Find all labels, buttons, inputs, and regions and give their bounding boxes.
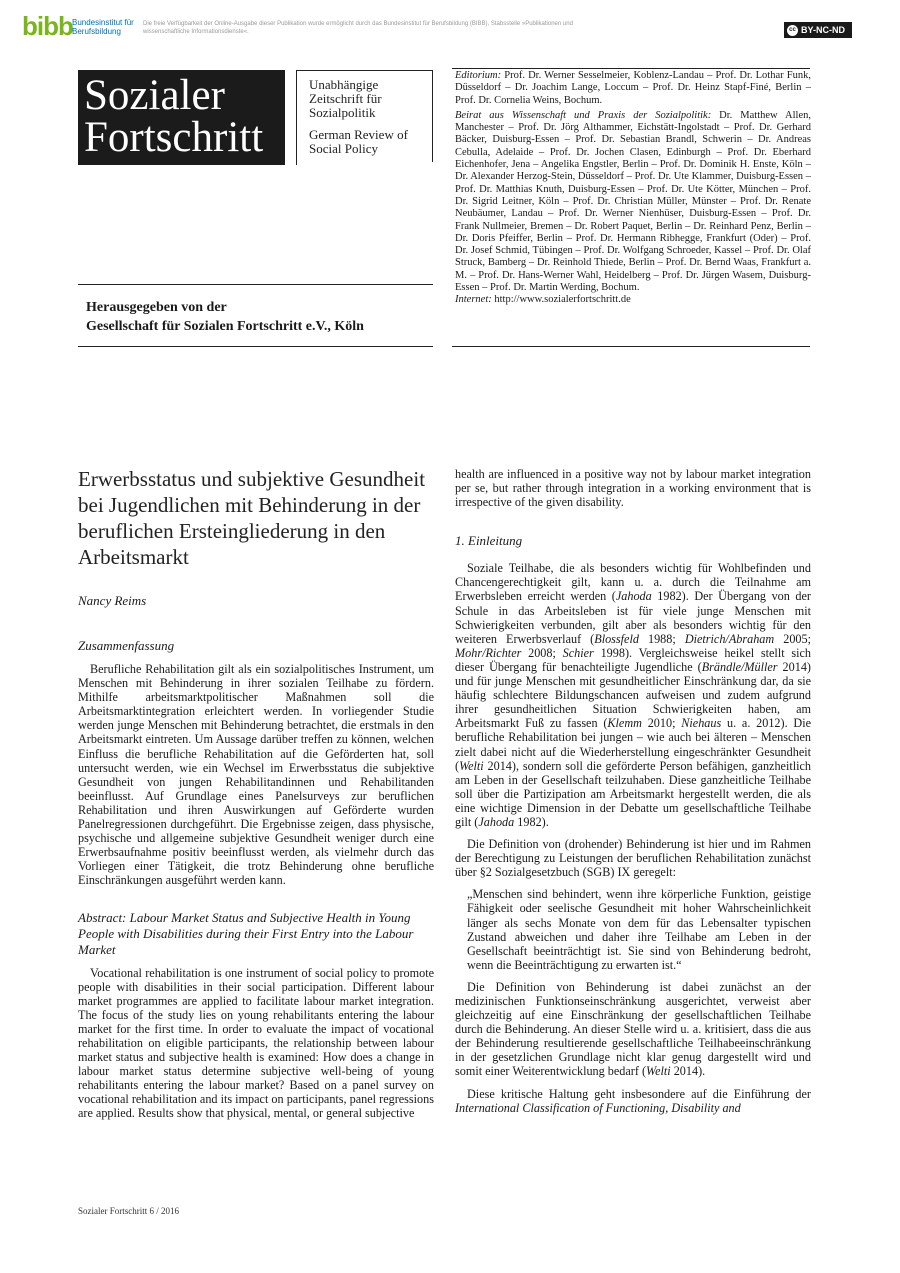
license-badge[interactable] (784, 22, 852, 38)
internet: Internet: http://www.sozialerfortschritt.de (455, 294, 631, 306)
journal-logo (78, 70, 285, 165)
journal-title-line1: Sozialer (84, 72, 225, 119)
advisory-board: Beirat aus Wissenschaft und Praxis der Sozialpolitik: Dr. Matthew Allen, Manchester – Prof. Dr. Jörg Althammer, Eichstätt-Ingolstadt – Prof. Dr. Gerhard Bäcker, Duisburg-Essen – Prof. Dr. Sebastian Brandl, Schwerin – Dr. Andreas Cebulla, Adelaide – Prof. Dr. Jochen Clasen, Edinburgh – Prof. Dr. Eberhard Eichenhofer, Jena – Angelika Engstler, Berlin – Prof. Dr. Dominik H. Enste, Köln – Dr. Alexander Herzog-Stein, Düsseldorf – Prof. Dr. Ute Klammer, Duisburg-Essen – Prof. Dr. Matthias Knuth, Duisburg-Essen – Prof. Dr. Ute Kötter, München – Prof. Dr. Sigrid Leitner, Köln – Prof. Dr. Christian Müller, Münster – Prof. Dr. Renate Neubäumer, Landau – Prof. Dr. Werner Nienhüser, Duisburg-Essen – Prof. Dr. Frank Nullmeier, Bremen – Dr. Robert Paquet, Berlin – Dr. Reinhard Penz, Berlin – Dr. Doris Pfeiffer, Berlin – Prof. Dr. Hermann Ribhegge, Frankfurt (Oder) – Prof. Dr. Josef Schmid, Tübingen – Prof. Dr. Wolfgang Schroeder, Kassel – Prof. Dr. Olaf Struck, Bamberg – Dr. Reinhold Thiede, Berlin – Prof. Dr. Bernd Waas, Frankfurt a. M. – Prof. Dr. Hans-Werner Wahl, Heidelberg – Prof. Dr. Jürgen Wasem, Duisburg-Essen – Prof. Dr. Martin Werding, Bochum. (455, 109, 811, 294)
journal-title-line2: Fortschritt (84, 114, 264, 161)
publisher: Herausgegeben von der Gesellschaft für Sozialen Fortschritt e.V., Köln (86, 300, 364, 334)
abstract (78, 966, 434, 1121)
article-author: Nancy Reims (78, 593, 147, 608)
masthead-top-rule (296, 70, 432, 71)
paragraph-1: Soziale Teilhabe, die als besonders wichtig für Wohlbefinden und Chancengerechtigkeit gilt, kann u. a. durch die Teilnahme am Erwerbsleben erreicht werden (Jahoda 1982). Der Übergang von der Schule in das Arbeitsleben ist für viele junge Menschen mit Schwierigkeiten verbunden, gilt aber als besonders wichtig für den weiteren Erwerbsverlauf (Blossfeld 1988; Dietrich/Abraham 2005; Mohr/Richter 2008; Schier 1998). Vergleichsweise heikel stellt sich dieser Übergang für benachteiligte Jugendliche (Brändle/Müller 2014) und für junge Menschen mit gesundheitlicher Einschränkung dar, da sie häufig schlechtere Bildungschancen aufweisen und zudem aufgrund ihrer gesundheitlichen Situation Schwierigkeiten haben, am Arbeitsmarkt Fuß zu fassen (Klemm 2010; Niehaus u. a. 2012). Die berufliche Rehabilitation bei jungen – wie auch bei älteren – Menschen zielt dabei nicht auf die Wiederherstellung eingeschränkter Gesundheit (Welti 2014), sondern soll die geförderte Person befähigen, ganzheitlich am Leben in der Gesellschaft teilzuhaben. Diese ganzheitliche Teilhabe soll über die Partizipation am Arbeitsmarkt hergestellt werden, die als eine wichtige Dimension in der Debatte um gesellschaftliche Teilhabe gilt (Jahoda 1982). (455, 561, 812, 829)
paragraph-3: Die Definition von Behinderung ist dabei zunächst an der medizinischen Funktionseinschränkung ausgerichtet, verweist aber gleichzeitig auf eine Einschränkung der gesellschaftlichen Teilhabe durch die Behinderung. An dieser Stelle wird u. a. kritisiert, dass die aus der Behinderung resultierende gesellschaftliche Teilhabeeinschränkung in der gesetzlichen Grundlage nicht klar genug dargestellt wird und somit einer Weiterentwicklung bedarf (Welti 2014). (455, 979, 811, 1079)
section-heading-einleitung: 1. Einleitung (455, 533, 523, 549)
availability-note: Die freie Verfügbarkeit der Online-Ausgabe dieser Publikation wurde ermöglicht durch das Bundesinstitut für Berufsbildung (BIBB), Stabsstelle »Publikationen und wissenschaftliche Informationsdienste«. (143, 21, 573, 35)
publisher-top-rule (78, 284, 433, 285)
summary-heading: Zusammenfassung (78, 638, 175, 653)
cc-icon: cc (787, 25, 798, 36)
summary-text: Berufliche Rehabilitation gilt als ein sozialpolitisches Instrument, um Menschen mit Behinderung in ihrer sozialen Teilhabe zu fördern. Mithilfe arbeitsmarktpolitischer Maßnahmen soll die Arbeitsmarktintegration erleichtert werden. In vorliegender Studie werden junge Menschen mit Behinderung betrachtet, die erstmals in den Arbeitsmarkt eintreten. Um Aussage darüber treffen zu können, welchen Einfluss die berufliche Rehabilitation auf die Geförderten hat, soll untersucht werden, wie ein Wechsel im Erwerbsstatus die subjektive Gesundheit von jungen Rehabilitandinnen und Rehabilitanden beeinflusst. Auf Grundlage eines Panelsurveys zur beruflichen Rehabilitation und ihren Auswirkungen auf Geförderte wurden Panelregressionen durchgeführt. Die Ergebnisse zeigen, dass physische, psychische und allgemeine subjektive Gesundheit weniger durch eine Erwerbsaufnahme positiv beeinflusst werden, als vielmehr durch das Vorliegen einer Tätigkeit, die trotz Behinderung ohne berufliche Einschränkungen ausgeführt werden kann. (78, 662, 434, 888)
subtitle-english: German Review of Social Policy (309, 127, 408, 156)
article-title: Erwerbsstatus und subjektive Gesundheit bei Jugendlichen mit Behinderung in der beruflichen Ersteingliederung in den Arbeitsmarkt (78, 467, 426, 569)
abstract-heading: Abstract: Labour Market Status and Subjective Health in Young People with Disabilities during their First Entry into the Labour Market (78, 909, 414, 957)
summary (78, 662, 434, 888)
bibb-logo (22, 11, 142, 42)
bibb-wordmark: bibb (22, 11, 73, 41)
masthead-divider (296, 70, 297, 165)
license-label: BY-NC-ND (801, 25, 845, 35)
left-column (78, 638, 434, 1129)
bibb-name: Bundesinstitut für Berufsbildung (72, 18, 134, 36)
masthead-divider-right (432, 70, 433, 162)
introduction (455, 561, 811, 1114)
abstract-text: Vocational rehabilitation is one instrument of social policy to promote people with disabilities in their social participation. Different labour market programmes are applied to facilitate labour market integration. The focus of the study lies on young rehabilitants entering the labour market for the first time. In order to evaluate the impact of vocational rehabilitation on eligible participants, the relationship between labour market status and subjective health is examined: How does a change in labour market status determine subjective well-being of young rehabilitants entering the labour market? Based on a panel survey on vocational rehabilitation and its impact on participants, panel regressions are applied. Results show that physical, mental, or general subjective (78, 965, 434, 1121)
paragraph-4: Diese kritische Haltung geht insbesondere auf die Einführung der International Classification of Functioning, Disability and (455, 1086, 811, 1115)
editorium: Editorium: Prof. Dr. Werner Sesselmeier, Koblenz-Landau – Prof. Dr. Lothar Funk, Düsseldorf – Dr. Joachim Lange, Loccum – Prof. Dr. Heinz Stapf-Finé, Berlin – Prof. Dr. Cornelia Weins, Bochum. (455, 70, 811, 106)
page-footer: Sozialer Fortschritt 6 / 2016 (78, 1206, 179, 1216)
paragraph-2: Die Definition von (drohender) Behinderung ist hier und im Rahmen der Berechtigung zu Leistungen der beruflichen Rehabilitation zunächst über §2 Sozialgesetzbuch (SGB) IX geregelt: (455, 837, 811, 880)
subtitle-german: Unabhängige Zeitschrift für Sozialpolitik (309, 77, 382, 120)
abstract-continuation: health are influenced in a positive way not by labour market integration per se, but rather through integration in a working environment that is irrespective of the given disability. (455, 467, 811, 510)
right-column (455, 467, 811, 1123)
publisher-bottom-rule (78, 346, 433, 347)
editorial-board (455, 70, 811, 307)
legal-quote: „Menschen sind behindert, wenn ihre körperliche Funktion, geistige Fähigkeit oder seelische Gesundheit mit hoher Wahrscheinlichkeit länger als sechs Monate von dem für das Lebensalter typischen Zustand abweichen und daher ihre Teilhabe am Leben in der Gesellschaft beeinträchtigt ist. Sie sind von Behinderung bedroht, wenn die Beeinträchtigung zu erwarten ist.“ (467, 887, 811, 972)
board-bottom-rule (452, 346, 810, 347)
board-top-rule (452, 68, 810, 69)
